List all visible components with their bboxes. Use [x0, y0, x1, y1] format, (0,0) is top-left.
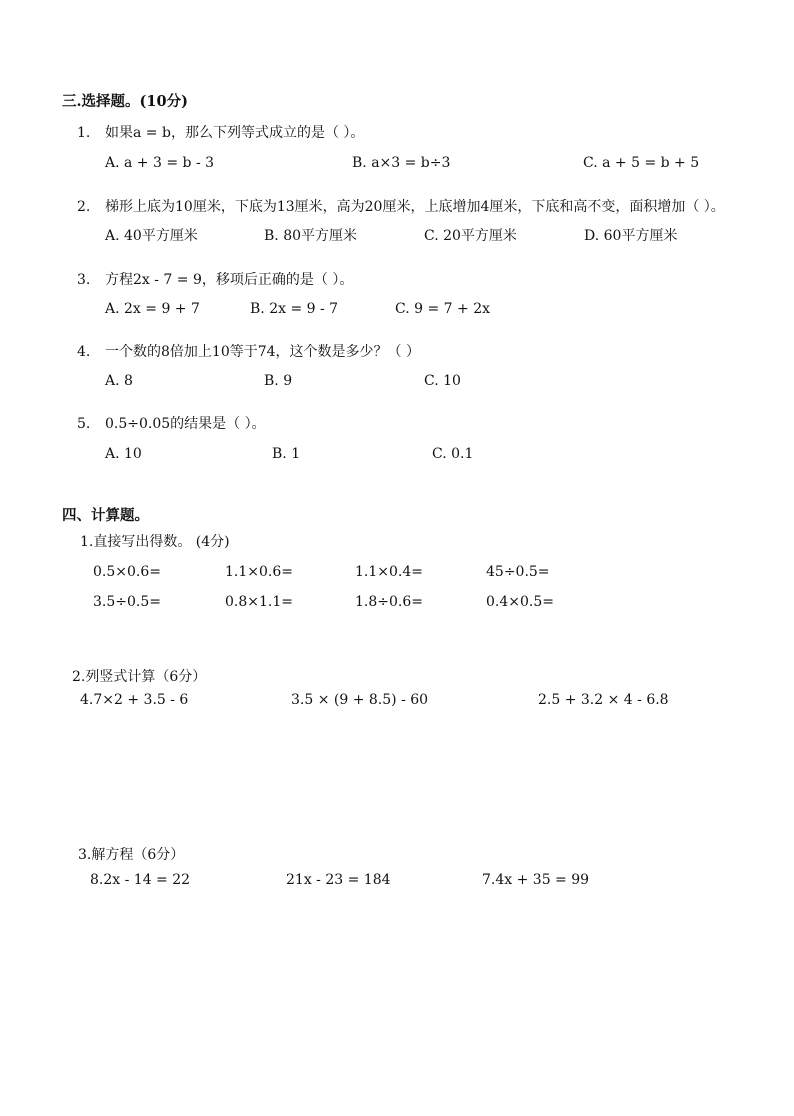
- oral-calc-item: 3.5÷0.5=: [93, 594, 161, 610]
- question-4-number: 4.: [77, 344, 91, 360]
- question-1-text: 如果a = b，那么下列等式成立的是（ ）。: [105, 125, 365, 141]
- question-5-option-a: A. 10: [105, 446, 142, 462]
- question-1-option-a: A. a + 3 = b - 3: [105, 155, 215, 171]
- question-5-text: 0.5÷0.05的结果是（ ）。: [105, 416, 266, 432]
- question-2-option-b: B. 80平方厘米: [264, 228, 358, 244]
- question-3-option-a: A. 2x = 9 + 7: [105, 301, 200, 317]
- oral-calc-item: 0.5×0.6=: [93, 564, 161, 580]
- question-3-option-b: B. 2x = 9 - 7: [250, 301, 339, 317]
- question-2-option-a: A. 40平方厘米: [105, 228, 198, 244]
- question-1-option-c: C. a + 5 = b + 5: [583, 155, 700, 171]
- question-5-option-c: C. 0.1: [432, 446, 474, 462]
- oral-calc-item: 1.1×0.6=: [225, 564, 293, 580]
- part-1-title: 1.直接写出得数。 (4分): [80, 534, 230, 550]
- question-4-text: 一个数的8倍加上10等于74，这个数是多少？（ ）: [105, 344, 420, 360]
- question-2-option-c: C. 20平方厘米: [424, 228, 517, 244]
- question-4-option-c: C. 10: [424, 373, 461, 389]
- question-2-number: 2.: [77, 199, 91, 215]
- question-4-option-a: A. 8: [105, 373, 133, 389]
- section-3-title: 三.选择题。(10分): [62, 93, 188, 110]
- oral-calc-item: 0.4×0.5=: [486, 594, 554, 610]
- oral-calc-item: 1.8÷0.6=: [355, 594, 423, 610]
- equation-item: 21x - 23 = 184: [286, 872, 391, 888]
- vertical-calc-item: 2.5 + 3.2 × 4 - 6.8: [538, 692, 669, 708]
- question-1-number: 1.: [77, 125, 91, 141]
- oral-calc-item: 45÷0.5=: [486, 564, 550, 580]
- equation-item: 7.4x + 35 = 99: [482, 872, 590, 888]
- vertical-calc-item: 3.5 × (9 + 8.5) - 60: [291, 692, 429, 708]
- question-2-text: 梯形上底为10厘米，下底为13厘米，高为20厘米，上底增加4厘米，下底和高不变，面积增加（ ）。: [105, 199, 725, 215]
- equation-item: 8.2x - 14 = 22: [90, 872, 191, 888]
- question-2-option-d: D. 60平方厘米: [584, 228, 678, 244]
- section-4-title: 四、计算题。: [62, 507, 149, 524]
- oral-calc-item: 1.1×0.4=: [355, 564, 423, 580]
- oral-calc-item: 0.8×1.1=: [225, 594, 293, 610]
- part-2-title: 2.列竖式计算（6分）: [72, 669, 207, 685]
- question-5-option-b: B. 1: [272, 446, 301, 462]
- question-4-option-b: B. 9: [264, 373, 293, 389]
- question-3-option-c: C. 9 = 7 + 2x: [395, 301, 490, 317]
- question-3-text: 方程2x - 7 = 9，移项后正确的是（ ）。: [105, 272, 354, 288]
- question-5-number: 5.: [77, 416, 91, 432]
- question-3-number: 3.: [77, 272, 91, 288]
- part-3-title: 3.解方程（6分）: [78, 847, 185, 863]
- vertical-calc-item: 4.7×2 + 3.5 - 6: [80, 692, 189, 708]
- question-1-option-b: B. a×3 = b÷3: [352, 155, 451, 171]
